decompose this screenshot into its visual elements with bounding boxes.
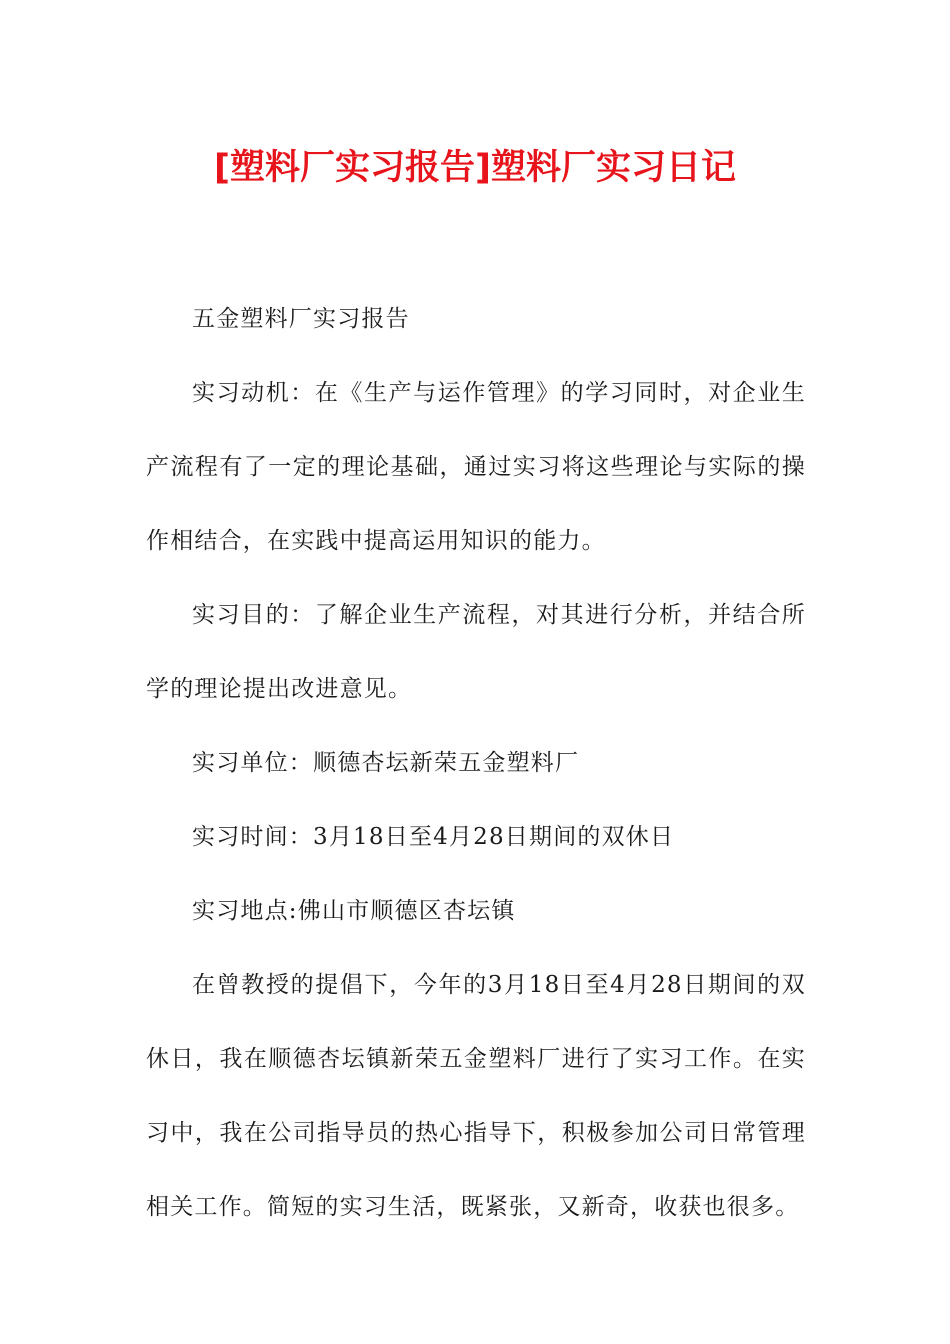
document-body: [146, 282, 806, 1244]
document-title: [塑料厂实习报告]塑料厂实习日记: [214, 148, 736, 188]
paragraph-heading: 五金塑料厂实习报告: [192, 306, 410, 332]
paragraph-location: 实习地点:佛山市顺德区杏坛镇: [192, 898, 516, 924]
paragraph-narrative: 在曾教授的提倡下，今年的3月18日至4月28日期间的双休日，我在顺德杏坛镇新荣五金塑料厂进行了实习工作。在实习中，我在公司指导员的热心指导下，积极参加公司日常管理相关工作。简短的实习生活，既紧张，又新奇，收获也很多。: [146, 972, 806, 1220]
paragraph-purpose: 实习目的：了解企业生产流程，对其进行分析，并结合所学的理论提出改进意见。: [146, 602, 806, 702]
paragraph-motivation: 实习动机：在《生产与运作管理》的学习同时，对企业生产流程有了一定的理论基础，通过实习将这些理论与实际的操作相结合，在实践中提高运用知识的能力。: [146, 380, 806, 554]
paragraph-time: 实习时间：3月18日至4月28日期间的双休日: [192, 824, 675, 850]
paragraph-unit: 实习单位：顺德杏坛新荣五金塑料厂: [192, 750, 580, 776]
